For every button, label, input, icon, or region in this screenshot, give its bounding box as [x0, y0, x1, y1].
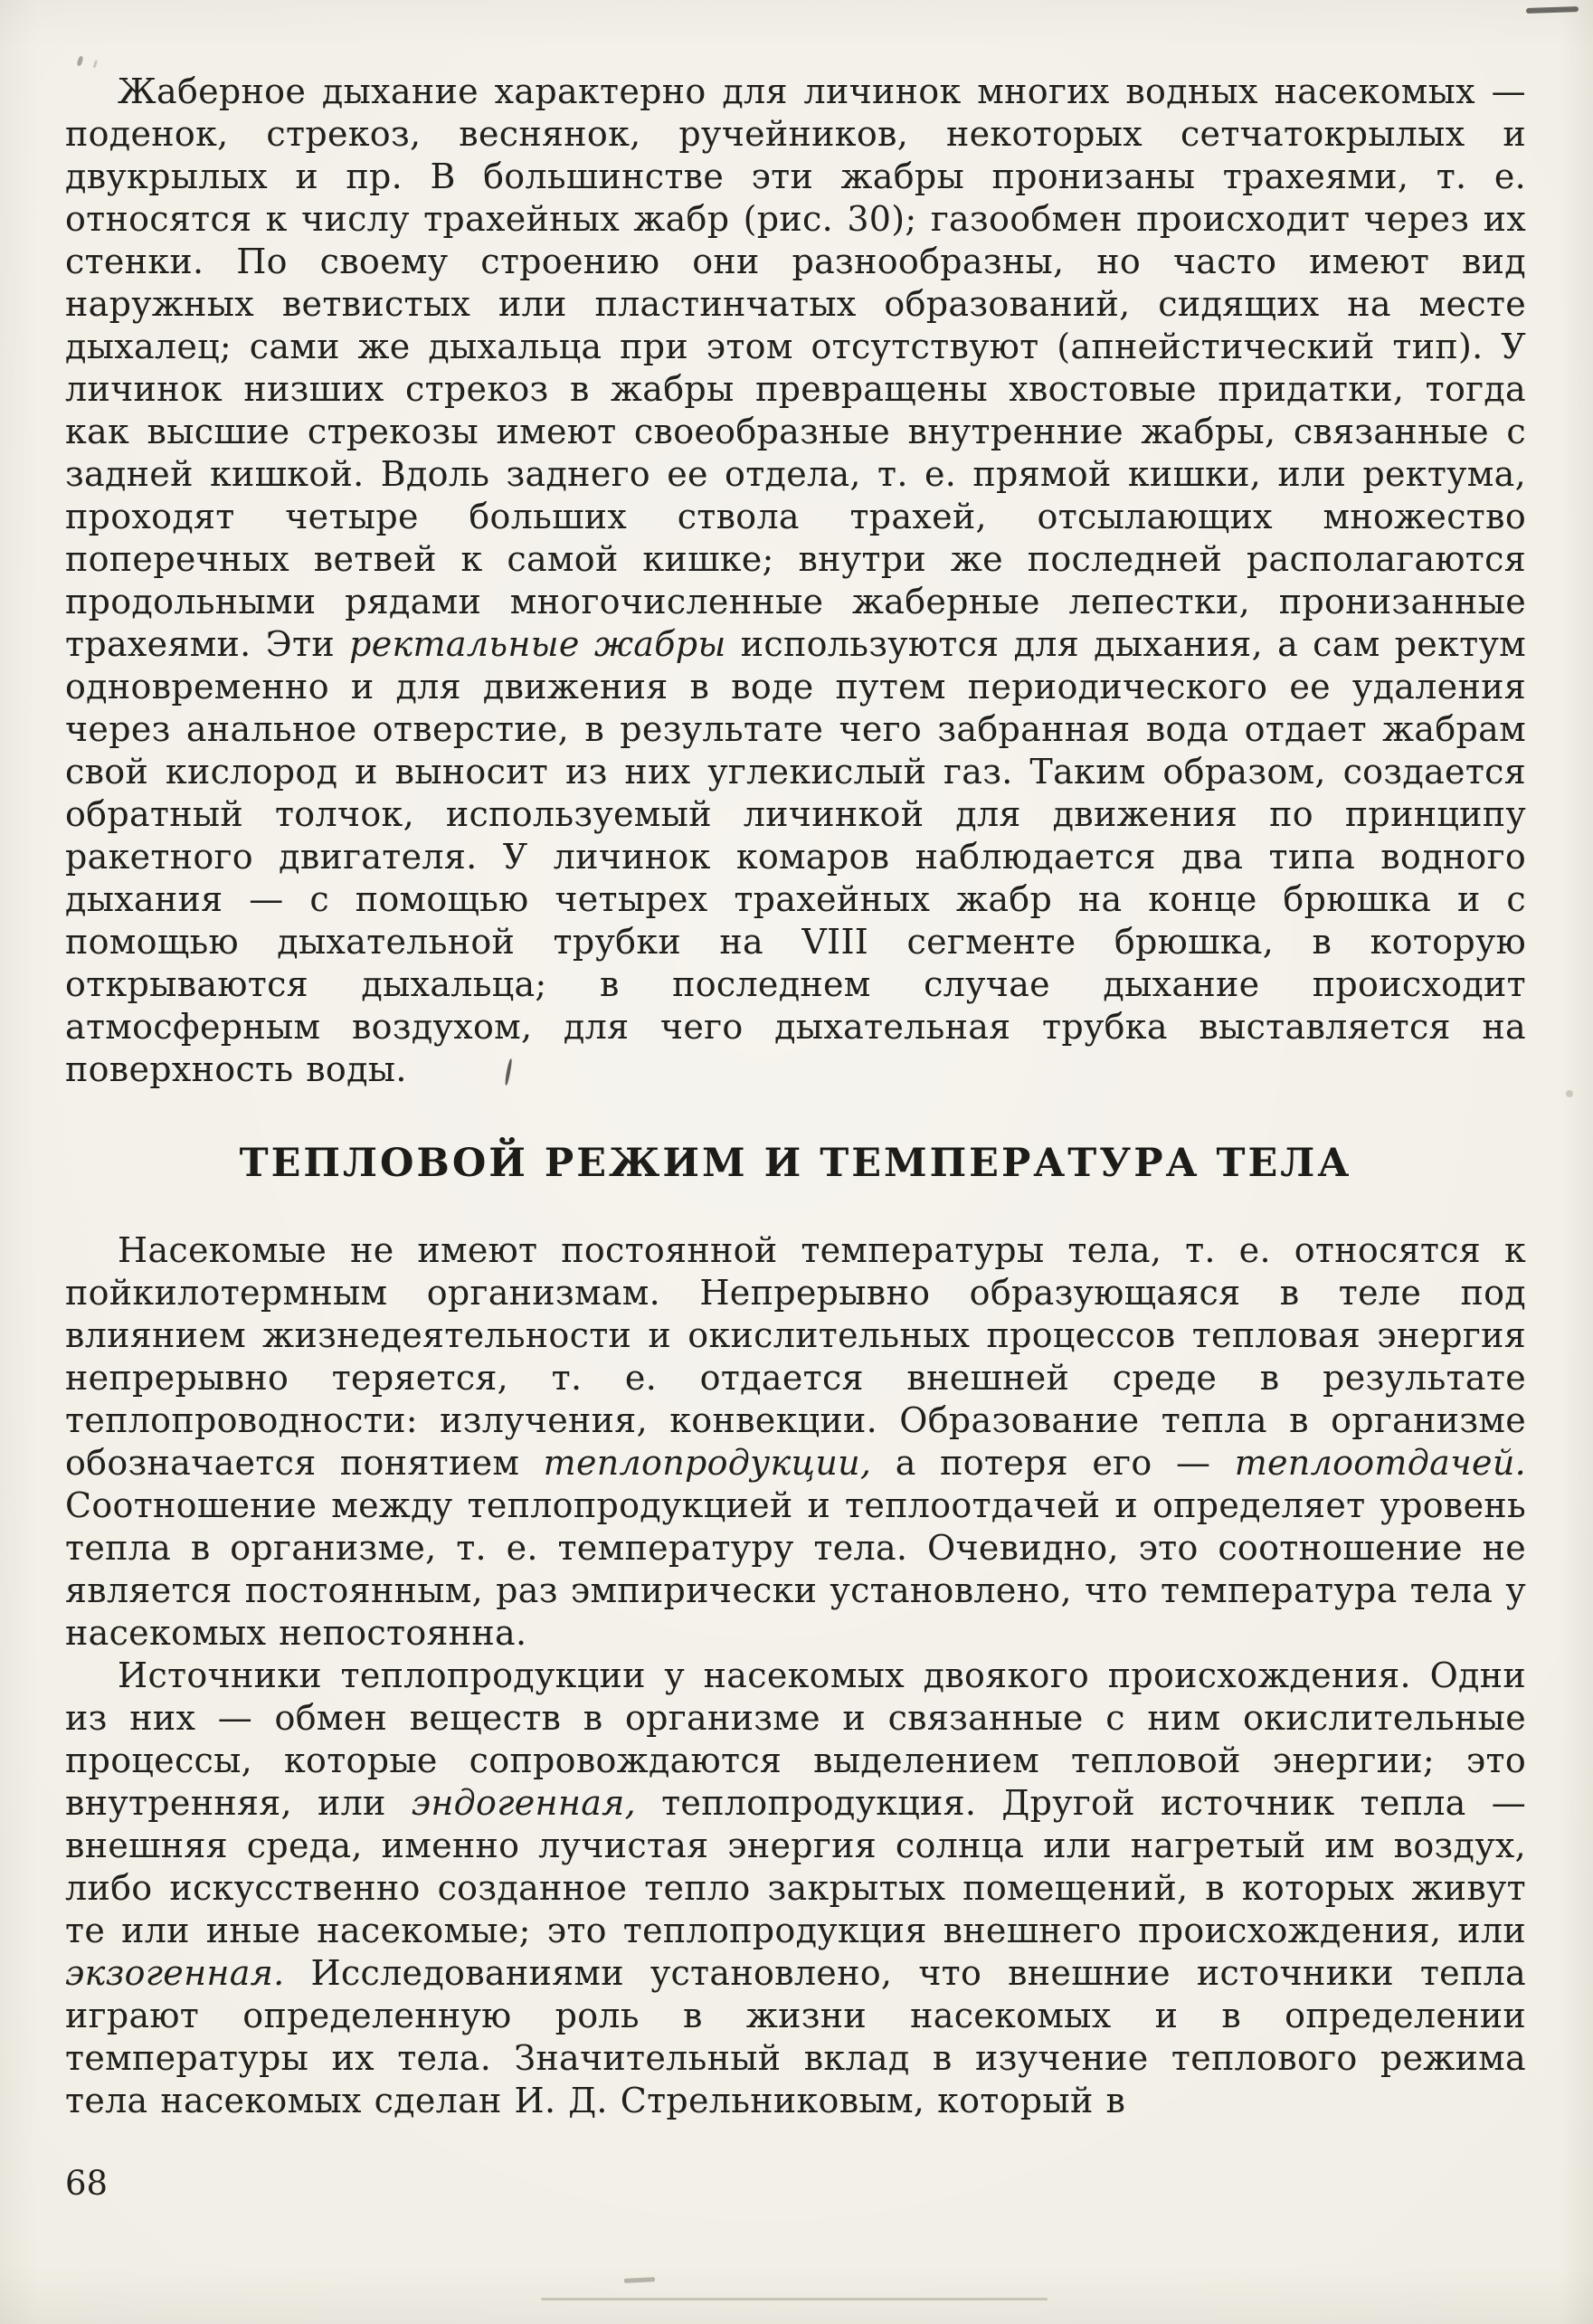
scan-artifact-bottom-line	[541, 2298, 1048, 2300]
italic-term-heat-loss: теплоотдачей.	[1234, 1443, 1526, 1484]
paragraph-text-segment: теплопродукция. Другой источник тепла — внешняя среда, именно лучистая энергия солнца или нагретый им воздух, либо искусственно созданное тепло закрытых помещений, в которых живут те или иные насекомые; это теплопродукция внешнего происхождения, или	[65, 1783, 1526, 1951]
paragraph-text-segment: используются для дыхания, а сам ректум одновременно и для движения в воде путем периодического ее удаления через анальное отверстие, в результате чего забранная вода отдает жабрам свой кислород и выносит из них углекислый газ. Таким образом, создается обратный толчок, используемый личинкой для движения по принципу ракетного двигателя. У личинок комаров наблюдается два типа водного дыхания — с помощью четырех трахейных жабр на конце брюшка и с помощью дыхательной трубки на VIII сегменте брюшка, в которую открываются дыхальца; в последнем случае дыхание происходит атмосферным воздухом, для чего дыхательная трубка выставляется на поверхность воды.	[65, 624, 1526, 1089]
italic-term-exogenous: экзогенная.	[65, 1953, 285, 1994]
italic-term-rectal-gills: ректальные жабры	[349, 624, 726, 664]
italic-term-endogenous: эндогенная,	[411, 1783, 636, 1824]
page-content	[65, 71, 1526, 2203]
paragraph-text-segment: Источники теплопродукции у насекомых двоякого происхождения. Одни из них — обмен веществ в организме и связанные с ним окислительные процессы, которые сопровождаются выделением тепловой энергии; это внутренняя, или	[65, 1655, 1526, 1824]
paragraph-text-segment: Исследованиями установлено, что внешние источники тепла играют определенную роль в жизни насекомых и в определении температуры их тела. Значительный вклад в изучение теплового режима тела насекомых сделан И. Д. Стрельниковым, который в	[65, 1953, 1526, 2121]
paragraph-thermal-intro	[65, 1229, 1526, 1655]
paragraph-heat-sources	[65, 1655, 1526, 2122]
paragraph-gill-breathing	[65, 71, 1526, 1091]
paragraph-text-segment: Насекомые не имеют постоянной температуры тела, т. е. относятся к пойкилотермным организмам. Непрерывно образующаяся в теле под влиянием жизнедеятельности и окислительных процессов тепловая энергия непрерывно теряется, т. е. отдается внешней среде в результате теплопроводности: излучения, конвекции. Образование тепла в организме обозначается понятием	[65, 1230, 1526, 1484]
paragraph-text-segment: а потеря его —	[871, 1443, 1235, 1484]
paragraph-text-segment: Жаберное дыхание характерно для личинок многих водных насекомых — поденок, стрекоз, веснянок, ручейников, некоторых сетчатокрылых и двукрылых и пр. В большинстве эти жабры пронизаны трахеями, т. е. относятся к числу трахейных жабр (рис. 30); газообмен происходит через их стенки. По своему строению они разнообразны, но часто имеют вид наружных ветвистых или пластинчатых образований, сидящих на месте дыхалец; сами же дыхальца при этом отсутствуют (апнейстический тип). У личинок низших стрекоз в жабры превращены хвостовые придатки, тогда как высшие стрекозы имеют своеобразные внутренние жабры, связанные с задней кишкой. Вдоль заднего ее отдела, т. е. прямой кишки, или ректума, проходят четыре больших ствола трахей, отсылающих множество поперечных ветвей к самой кишке; внутри же последней располагаются продольными рядами многочисленные жаберные лепестки, пронизанные трахеями. Эти	[65, 71, 1526, 664]
page-number: 68	[65, 2164, 109, 2204]
scan-artifact-stray-marks	[76, 55, 83, 66]
scan-artifact-right-speck	[1566, 1090, 1573, 1097]
section-heading: ТЕПЛОВОЙ РЕЖИМ И ТЕМПЕРАТУРА ТЕЛА	[239, 1141, 1352, 1186]
italic-term-heat-production: теплопродукции,	[543, 1443, 872, 1484]
scan-artifact-top-right-dash	[1526, 6, 1579, 14]
paragraph-text-segment: Соотношение между теплопродукцией и теплоотдачей и определяет уровень тепла в организме, т. е. температуру тела. Очевидно, это соотношение не является постоянным, раз эмпирически установлено, что температура тела у насекомых непостоянна.	[65, 1485, 1526, 1654]
scan-artifact-bottom-mark	[624, 2277, 655, 2283]
scan-artifact-slash-mark	[504, 1058, 512, 1086]
